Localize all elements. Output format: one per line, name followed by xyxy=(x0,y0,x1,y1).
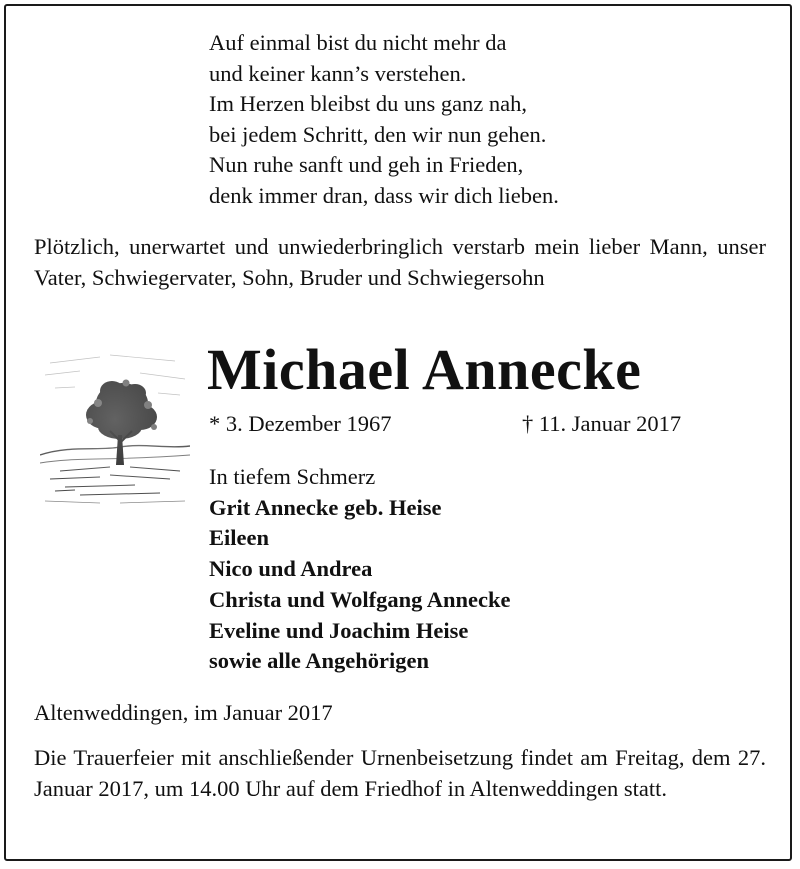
poem-line: Im Herzen bleibst du uns ganz nah, xyxy=(209,91,528,116)
birth-date: * 3. Dezember 1967 xyxy=(209,411,392,436)
mourner-name: Christa und Wolfgang Annecke xyxy=(209,586,511,612)
mourner-name: Grit Annecke geb. Heise xyxy=(209,494,442,520)
mourners-list xyxy=(209,462,511,677)
poem-line: bei jedem Schritt, den wir nun gehen. xyxy=(209,121,547,147)
funeral-info: Die Trauerfeier mit anschließender Urnenbeisetzung findet am Freitag, dem 27. Januar 2017, um 14.00 Uhr auf dem Friedhof in Altenweddingen statt. xyxy=(34,745,766,801)
death-date: † 11. Januar 2017 xyxy=(522,411,682,436)
mourner-name: sowie alle Angehörigen xyxy=(209,648,429,674)
mourner-name: Nico und Andrea xyxy=(209,556,373,582)
poem-line: denk immer dran, dass wir dich lieben. xyxy=(209,182,559,208)
deceased-name: Michael Annecke xyxy=(207,337,642,402)
poem-line: Auf einmal bist du nicht mehr da xyxy=(209,30,507,55)
mourner-name: Eileen xyxy=(209,525,269,551)
mourning-lead: In tiefem Schmerz xyxy=(209,464,376,489)
mourner-name: Eveline und Joachim Heise xyxy=(209,617,469,643)
poem xyxy=(209,28,559,211)
tree-landscape-icon xyxy=(40,343,190,513)
poem-line: Nun ruhe sanft und geh in Frieden, xyxy=(209,152,524,177)
intro-text: Plötzlich, unerwartet und unwiederbringlich verstarb mein lieber Mann, unser Vater, Schwiegervater, Sohn, Bruder und Schwiegersohn xyxy=(34,234,766,290)
place-date: Altenweddingen, im Januar 2017 xyxy=(34,700,333,725)
poem-line: und keiner kann’s verstehen. xyxy=(209,60,467,86)
